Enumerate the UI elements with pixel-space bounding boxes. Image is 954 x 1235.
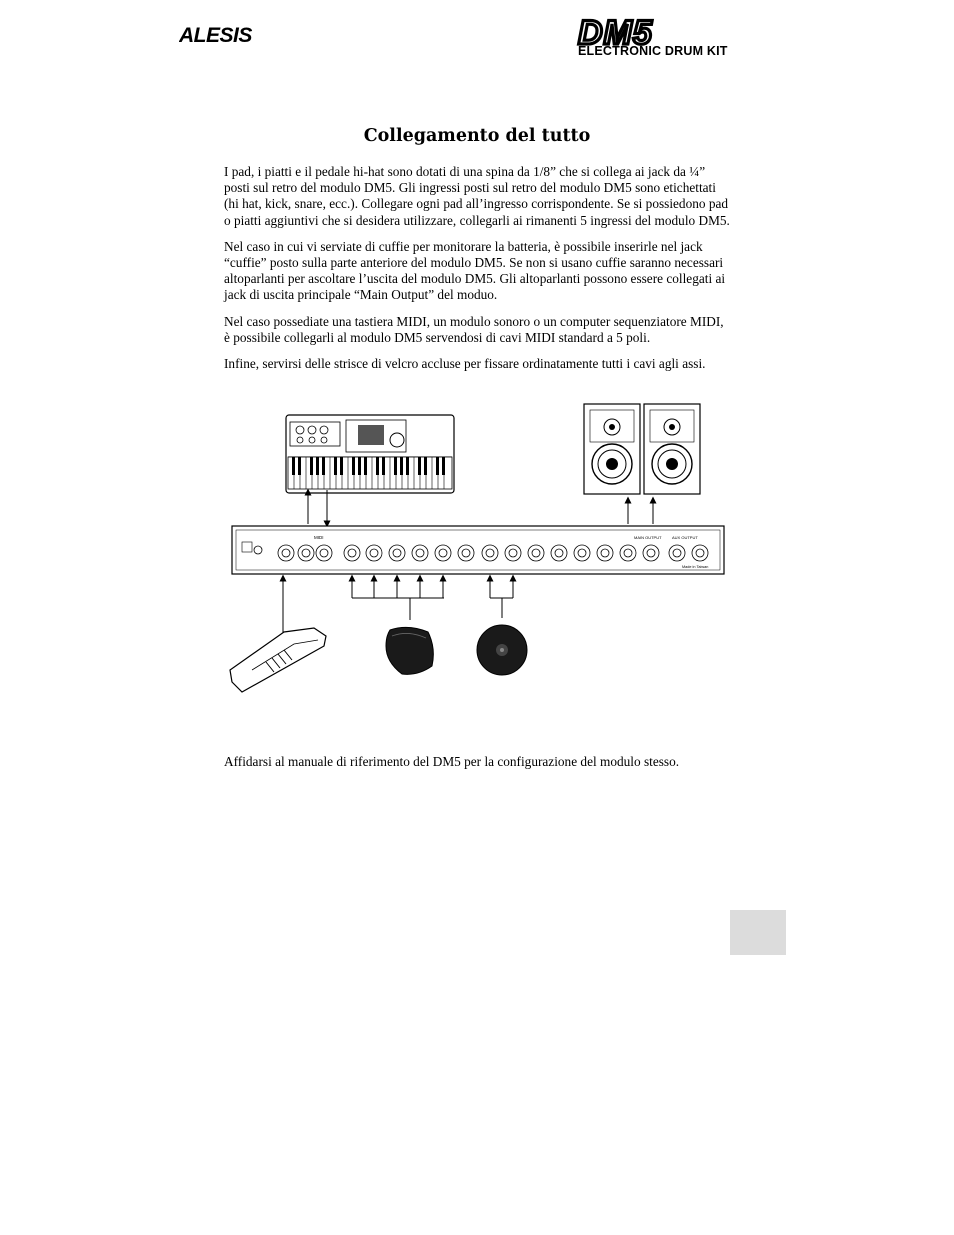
paragraph: Nel caso possediate una tastiera MIDI, un modulo sonoro o un computer sequenziatore MIDI, è possibile collegarli al modulo DM5 servendosi di cavi MIDI standard a 5 poli. — [224, 313, 724, 345]
dm5-logo — [576, 18, 760, 62]
body-text — [224, 164, 732, 382]
speaker-left-illustration — [584, 404, 640, 494]
alesis-logo-text: ALESIS — [179, 24, 252, 46]
dm5-rear-panel — [232, 526, 724, 574]
paragraph: I pad, i piatti e il pedale hi-hat sono dotati di una spina da 1/8” che si collega ai jack da ¼” posti sul retro del modulo DM5. Gli ingressi posti sul retro del modulo DM5 sono etichettati (hi hat, kick, snare, ecc.). Collegare ogni pad all’ingresso corrispondente. Se si possiedono pad o piatti aggiuntivi che si desidera utilizzare, collegarli ai rimanenti 5 ingressi del modulo DM5. — [224, 164, 730, 228]
cymbal-illustration — [477, 625, 527, 675]
alesis-logo — [179, 22, 287, 46]
product-subtitle: ELECTRONIC DRUM KIT — [578, 44, 728, 58]
speaker-right-illustration — [644, 404, 700, 494]
drum-pad-illustration — [386, 627, 433, 674]
page-title: Collegamento del tutto — [363, 126, 591, 146]
closing-text: Affidarsi al manuale di riferimento del DM5 per la configurazione del modulo stesso. — [224, 754, 680, 769]
paragraph: Infine, servirsi delle strisce di velcro accluse per fissare ordinatamente tutti i cavi agli assi. — [224, 356, 706, 372]
pad-arrows — [352, 578, 444, 620]
paragraph: Nel caso in cui vi serviate di cuffie per monitorare la batteria, è possibile inserirle nel jack “cuffie” posto sulla parte anteriore del modulo DM5. Se non si usano cuffie saranno necessari altoparlanti per ascoltare l’uscita del modulo DM5. Gli altoparlanti possono essere collegati ai jack di uscita principale “Main Output” del moduo. — [224, 238, 726, 303]
cymbal-arrows — [490, 578, 513, 618]
aux-output-label: AUX OUTPUT — [672, 535, 698, 540]
page-tab — [730, 910, 786, 955]
midi-keyboard-illustration — [286, 415, 454, 493]
hihat-pedal-illustration — [230, 628, 326, 692]
midi-label: MIDI — [314, 535, 324, 540]
connection-diagram — [222, 400, 730, 700]
main-output-label: MAIN OUTPUT — [634, 535, 662, 540]
made-in-label: Made in Taiwan — [682, 565, 709, 569]
dm5-logo-text: DM5 — [578, 18, 653, 46]
